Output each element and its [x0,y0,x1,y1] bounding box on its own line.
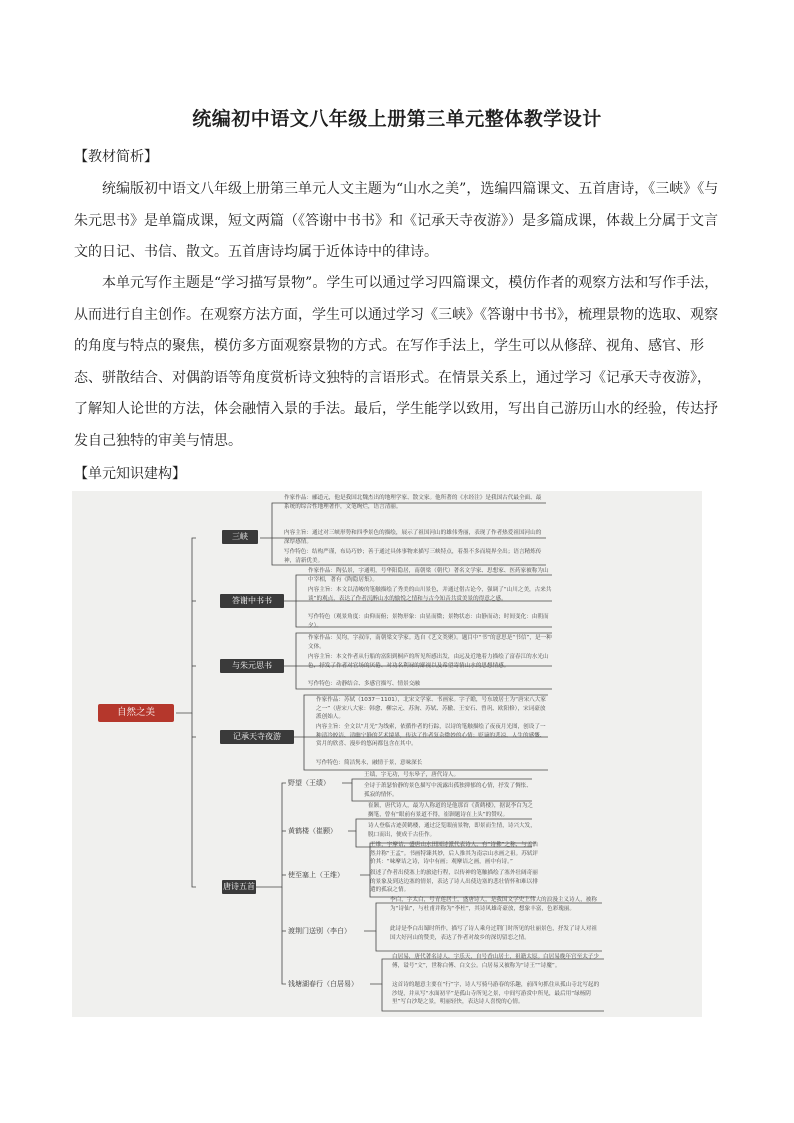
branch-node-sanxia: 三峡 [222,530,258,544]
note-dxzss-style: 写作特色（观景角度：由仰而俯；景物形象：由显而微；景物状态：由静而动；时间变化：由朝而夕）。 [308,614,549,629]
document-title: 统编初中语文八年级上册第三单元整体教学设计 [192,108,602,130]
branch-node-dxzss: 答谢中书书 [220,594,284,608]
note-yewang-author: 王绩，字无功，号东皋子，唐代诗人。 [364,772,460,778]
note-yzyss-theme: 内容主旨：本文作者从行船的富阳到桐庐的所见所感出发，由远及近地着力描绘了富春江的水光山色，抒发了作者对官场的厌倦、对功名利禄的鄙视以及希望寄情山水的思想情感。 [308,654,549,669]
poem-title-yewang: 野望（王绩） [288,779,330,787]
note-sanxia-theme: 内容主旨：通过对三峡形势和四季景色的描绘，展示了祖国河山的雄伟秀丽，表现了作者热爱祖国河山的深厚感情。 [284,530,542,545]
mind-map-root-node: 自然之美 [98,704,174,722]
note-jcttsyy-style: 写作特色：简洁隽永，融情于景，意味深长 [316,760,423,766]
poem-title-huanghelou: 黄鹤楼（崔颢） [288,827,337,835]
poem-title-shizhisaishang: 使至塞上（王维） [288,871,344,879]
note-yzyss-author: 作家作品：吴均，字叔庠，南朝梁文学家。选自《艺文类聚》。题目中“书”的意思是“书信”，是一种文体。 [308,635,552,650]
note-sanxia-style: 写作特色：结构严谨，布局巧妙；善于通过具体事物来描写三峡特点，着墨不多而境界全出；语言精炼传神，清新优美。 [284,549,542,564]
paragraph-writing-theme: 本单元写作主题是“学习描写景物”。学生可以通过学习四篇课文，模仿作者的观察方法和写作手法，从而进行自主创作。在观察方法方面，学生可以通过学习《三峡》《答谢中书书》，梳理景物的选取、观察的角度与特点的聚焦，模仿多方面观察景物的方式。在写作手法上，学生可以从修辞、视角、感官、形态、骈散结合、对偶韵语等角度赏析诗文独特的言语形式。在情景关系上，通过学习《记承天寺夜游》，了解知人论世的方法，体会融情入景的手法。最后，学生能学以致用，写出自己游历山水的经验，传达抒发自己独特的审美与情思。 [74,275,719,449]
note-qiantanghu-author: 白居易，唐代著名诗人，字乐天，自号香山居士，祖籍太原。白居易晚年官至太子少傅，谥号“文”，世称白傅、白文公。白居易又被称为“诗王”“诗魔”。 [392,954,599,969]
mind-map [72,491,702,1017]
poem-title-qiantanghu: 钱塘湖春行（白居易） [288,980,358,988]
branch-node-jcttsyy: 记承天寺夜游 [220,730,294,744]
note-shizhisaishang-theme: 叙述了作者出使塞上的旅途行程，以传神的笔触描绘了塞外壮阔奇丽的景象及到达边塞的情景，表达了诗人出使边塞的悲壮情怀和难以排遣的孤寂之情。 [370,870,538,894]
section-heading-knowledge-structure: 【单元知识建构】 [74,466,186,482]
paragraph-unit-overview: 统编版初中语文八年级上册第三单元人文主题为“山水之美”，选编四篇课文、五首唐诗，《三峡》《与朱元思书》是单篇成课，短文两篇（《答谢中书书》和《记承天寺夜游》）是多篇成课，体裁上分属于文言文的日记、书信、散文。五首唐诗均属于近体诗中的律诗。 [74,181,719,260]
note-dujingmen-author: 李白，字太白，号青莲居士，盛唐诗人，是我国文学史上伟大的浪漫主义诗人，被称为“诗仙”，与杜甫并称为“李杜”，其诗风雄奇豪放，想象丰富，色彩瑰丽。 [390,897,597,912]
branch-node-yzyss: 与朱元思书 [220,659,284,673]
note-jcttsyy-theme: 内容主旨：全文以“月光”为线索，依循作者的行踪，以诗的笔触描绘了夜夜月光图，创设了一种清冷皎洁、清幽宁静的艺术境界，传达了作者复杂微妙的心情：贬谪的悲凉、人生的感慨、赏月的欣喜、漫步的悠闲都包含在其中。 [316,724,546,748]
note-sanxia-author: 作家作品：郦道元，他是我国北魏杰出的地理学家、散文家。他所著的《水经注》是我国古代最全面、最系统的综合性地理著作，文笔绚烂，语言清丽。 [284,495,542,510]
note-dxzss-author: 作家作品：陶弘景，字通明，号华阳隐居，南朝梁（朝代）著名文学家、思想家、医药家被称为山中宰相，著有《陶隐居集》。 [308,568,549,583]
note-shizhisaishang-author: 王维，字摩诘，盛唐山水田园诗派代表诗人，有“诗佛”之称，与孟浩然并称“王孟”。书画特臻其妙，后人推其为南宗山水画之祖。苏轼评价其：“味摩诘之诗，诗中有画；观摩诘之画，画中有诗。” [370,842,538,866]
note-jcttsyy-author: 作家作品：苏轼（1037－1101），北宋文学家、书画家。字子瞻，号东坡居士为“唐宋八大家之一”（唐宋八大家：韩愈、柳宗元、苏洵、苏轼、苏辙、王安石、曾巩、欧阳修），宋词豪放派创始人。 [316,697,546,721]
note-huanghelou-author: 崔颢，唐代诗人，最为人称道的是他那首《黄鹤楼》，据说李白为之搁笔，曾有“眼前有景道不得，崔颢题诗在上头”的赞叹。 [368,803,534,818]
note-dujingmen-theme: 此诗是李白出蜀时所作，描写了诗人乘舟过荆门时所见的壮丽景色，抒发了诗人对祖国大好河山的赞美，表达了作者对故乡的深切留恋之情。 [390,926,597,941]
branch-node-tangshi: 唐诗五首 [222,880,256,894]
note-dxzss-theme: 内容主旨：本文以清峻的笔触描绘了秀美的山川景色，并通过借古论今，强调了“山川之美，古来共谈”的观点，表达了作者沉醉山水的愉悦之情和与古今知音共赏美景的得意之感。 [308,587,552,602]
note-yzyss-style: 写作特色：动静结合、多感官描写、情景交融 [308,681,420,687]
note-yewang-theme: 全诗于萧瑟怡静的景色描写中流露出孤独抑郁的心情，抒发了惆怅、孤寂的情怀。 [364,783,532,798]
note-qiantanghu-theme: 这首诗的题意主要在“行”字，诗人写骑马游春的乐趣，前四句抓住从孤山寺北写起的沙堤，并从写“水面初平”是孤山寺所见之景，中间写游赏中所见，最后用“绿杨阴里”写白沙堤之景，明丽轻快，表达诗人喜悦的心情。 [392,982,600,1006]
poem-title-dujingmen: 渡荆门送别（李白） [288,927,351,935]
note-huanghelou-theme: 诗人登临古迹黄鹤楼，通过泛览眼前景物，即景而生情，诗兴大发，脱口而出，便成千古佳作。 [368,823,536,838]
section-heading-textbook-analysis: 【教材简析】 [74,149,158,165]
